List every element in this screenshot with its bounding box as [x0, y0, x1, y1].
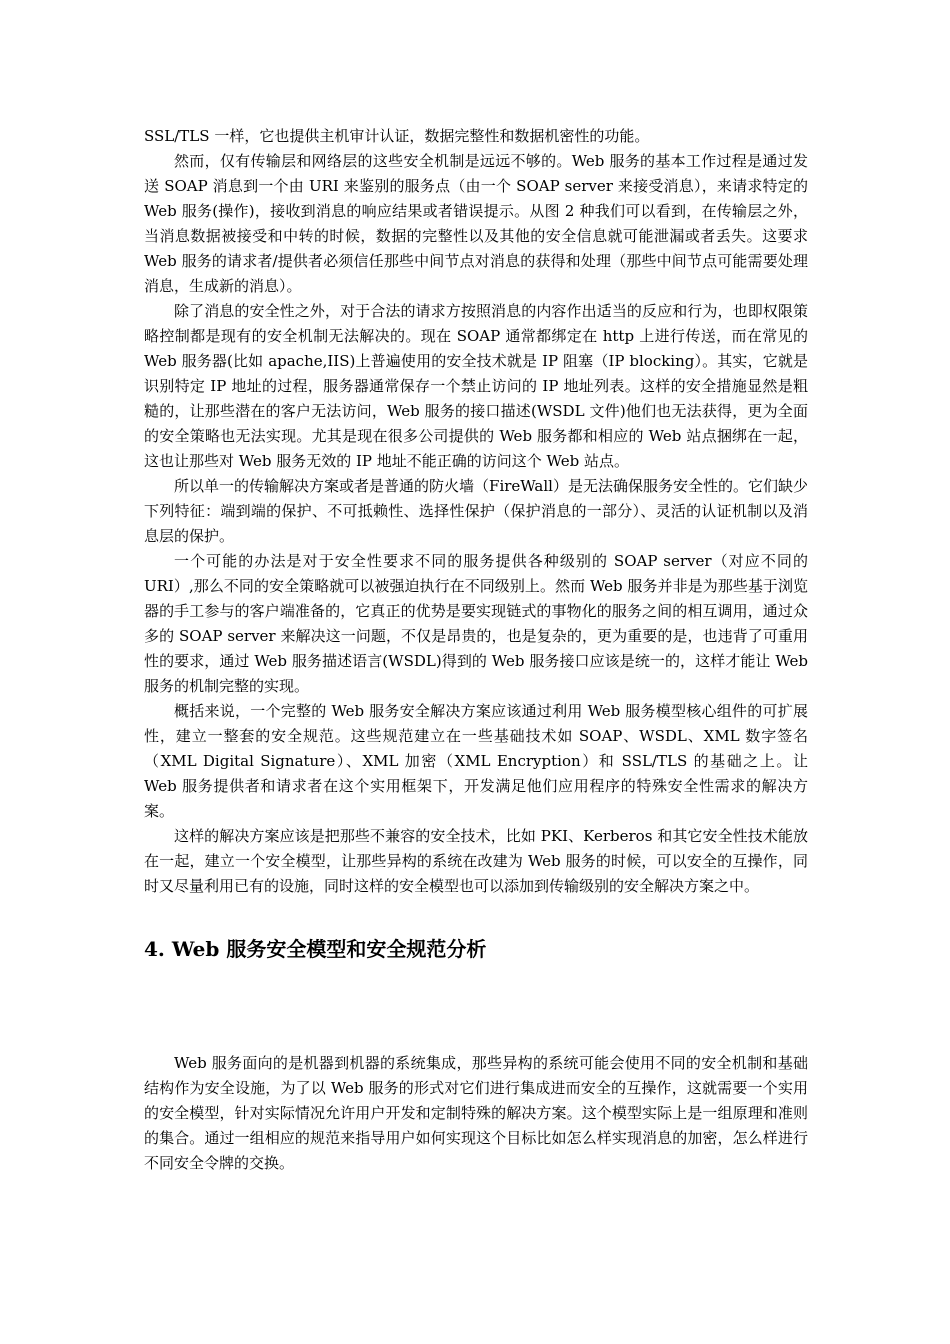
paragraph-soap-server-levels: 一个可能的办法是对于安全性要求不同的服务提供各种级别的 SOAP server（对应不同的 URI）,那么不同的安全策略就可以被强迫执行在不同级别上。然而 Web 服务并非是为那些基于浏览器的手工参与的客户端准备的，它真正的优势是要实现链式的事物化的服务之间的相互调用，通过众多的 SOAP server 来解决这一问题，不仅是昂贵的，也是复杂的，更为重要的是，也违背了可重用性的要求，通过 Web 服务描述语言(WSDL)得到的 Web 服务接口应该是统一的，这样才能让 Web 服务的机制完整的实现。	[144, 552, 808, 695]
section-spacer	[144, 966, 808, 1051]
section-heading: 4. Web 服务安全模型和安全规范分析	[144, 937, 487, 961]
paragraph-transport-limits: 然而，仅有传输层和网络层的这些安全机制是远远不够的。Web 服务的基本工作过程是通过发送 SOAP 消息到一个由 URI 来鉴别的服务点（由一个 SOAP server 来接受消息），来请求特定的 Web 服务(操作)，接收到消息的响应结果或者错误提示。从图 2 种我们可以看到，在传输层之外，当消息数据被接受和中转的时候，数据的完整性以及其他的安全信息就可能泄漏或者丢失。这要求 Web 服务的请求者/提供者必须信任那些中间节点对消息的获得和处理（那些中间节点可能需要处理消息，生成新的消息）。	[144, 152, 808, 295]
paragraph-summary: 概括来说，一个完整的 Web 服务安全解决方案应该通过利用 Web 服务模型核心组件的可扩展性，建立一整套的安全规范。这些规范建立在一些基础技术如 SOAP、WSDL、XML 数字签名（XML Digital Signature）、XML 加密（XML Encryption）和 SSL/TLS 的基础之上。让 Web 服务提供者和请求者在这个实用框架下，开发满足他们应用程序的特殊安全性需求的解决方案。	[144, 702, 808, 820]
document-page	[144, 124, 808, 1176]
paragraph-integration: 这样的解决方案应该是把那些不兼容的安全技术，比如 PKI、Kerberos 和其它安全性技术能放在一起，建立一个安全模型，让那些异构的系统在改建为 Web 服务的时候，可以安全的互操作，同时又尽量利用已有的设施，同时这样的安全模型也可以添加到传输级别的安全解决方案之中。	[144, 827, 808, 895]
paragraph-access-control: 除了消息的安全性之外，对于合法的请求方按照消息的内容作出适当的反应和行为，也即权限策略控制都是现有的安全机制无法解决的。现在 SOAP 通常都绑定在 http 上进行传送，而在常见的 Web 服务器(比如 apache,IIS)上普遍使用的安全技术就是 IP 阻塞（IP blocking）。其实，它就是识别特定 IP 地址的过程，服务器通常保存一个禁止访问的 IP 地址列表。这样的安全措施显然是粗糙的，让那些潜在的客户无法访问，Web 服务的接口描述(WSDL 文件)他们也无法获得，更为全面的安全策略也无法实现。尤其是现在很多公司提供的 Web 服务都和相应的 Web 站点捆绑在一起，这也让那些对 Web 服务无效的 IP 地址不能正确的访问这个 Web 站点。	[144, 302, 808, 470]
paragraph-firewall: 所以单一的传输解决方案或者是普通的防火墙（FireWall）是无法确保服务安全性的。它们缺少下列特征：端到端的保护、不可抵赖性、选择性保护（保护消息的一部分）、灵活的认证机制以及消息层的保护。	[144, 477, 808, 545]
paragraph-security-model: Web 服务面向的是机器到机器的系统集成，那些异构的系统可能会使用不同的安全机制和基础结构作为安全设施，为了以 Web 服务的形式对它们进行集成进而安全的互操作，这就需要一个实用的安全模型，针对实际情况允许用户开发和定制特殊的解决方案。这个模型实际上是一组原理和准则的集合。通过一组相应的规范来指导用户如何实现这个目标比如怎么样实现消息的加密，怎么样进行不同安全令牌的交换。	[144, 1054, 808, 1172]
paragraph-continuation: SSL/TLS 一样，它也提供主机审计认证，数据完整性和数据机密性的功能。	[144, 127, 650, 145]
